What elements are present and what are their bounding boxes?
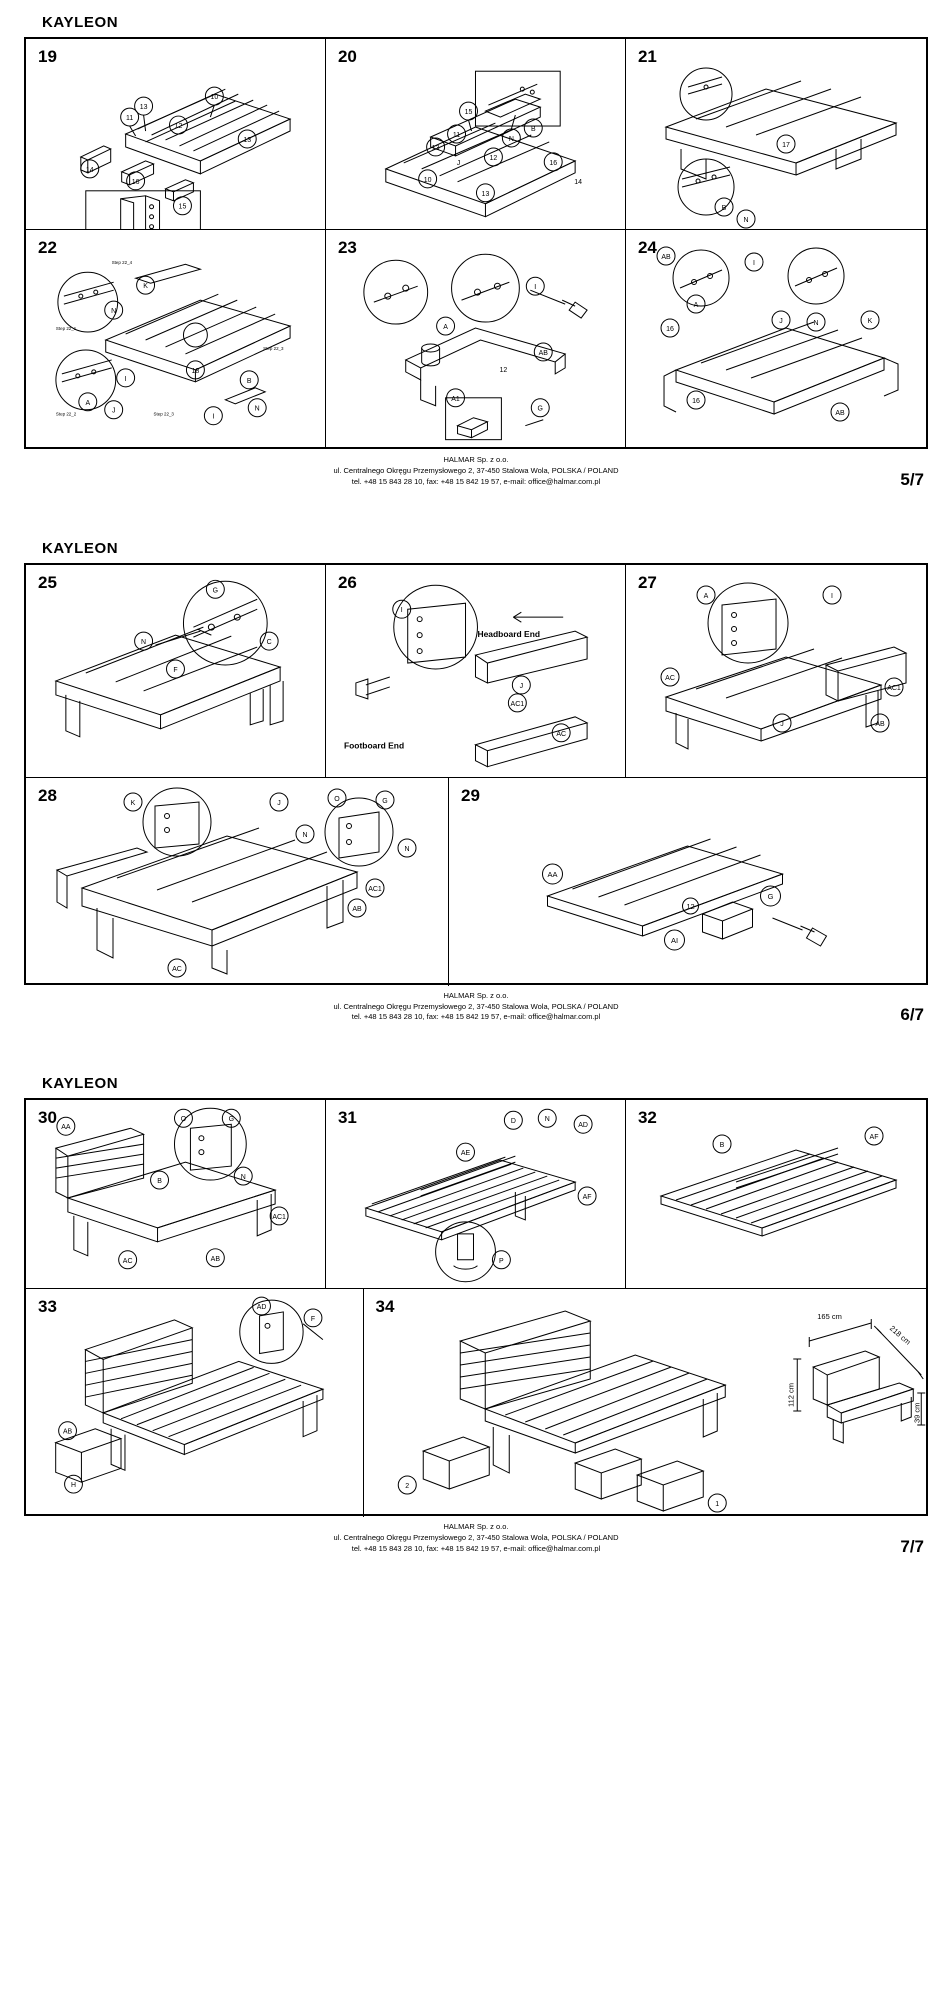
svg-text:N: N [111,308,117,316]
dim-height: 112 cm [785,1383,795,1408]
svg-text:15: 15 [178,203,187,211]
svg-text:12: 12 [174,123,183,131]
svg-text:N: N [813,320,819,327]
svg-text:AI: AI [670,935,679,945]
svg-text:13: 13 [243,136,252,144]
svg-text:AC: AC [172,965,182,973]
step-30-cell [26,1100,326,1288]
svg-text:J: J [519,682,524,690]
svg-text:AC1: AC1 [368,885,382,893]
step-19-diagram [26,39,325,229]
svg-text:J: J [780,720,784,728]
brand-title: KAYLEON [42,14,119,31]
step-21-number: 21 [637,47,657,66]
step-32-diagram [626,1100,926,1288]
page-6-frame [24,563,928,985]
step-29-diagram [449,778,926,986]
svg-text:D: D [510,1118,516,1126]
footer-company: HALMAR Sp. z o.o. [443,455,509,464]
step-20-number: 20 [337,47,357,66]
svg-text:K: K [143,283,148,291]
step-24-cell [626,230,926,448]
svg-text:12: 12 [686,901,695,911]
page-5-footer [24,449,928,492]
step-28-diagram [26,778,448,986]
step-34-cell [364,1289,927,1517]
step-30-diagram [26,1100,325,1288]
svg-text:AC: AC [665,674,675,682]
svg-text:AC1: AC1 [887,684,901,692]
step-20-cell [326,39,626,229]
svg-text:AB: AB [661,254,671,261]
svg-text:N: N [743,217,749,224]
svg-text:16: 16 [131,178,140,186]
svg-text:I: I [534,284,537,292]
svg-text:I: I [124,375,127,383]
step-20-diagram [326,39,625,229]
svg-text:AF: AF [869,1134,879,1142]
step-23-cell [326,230,626,448]
svg-text:A1: A1 [451,395,460,403]
step-19-number: 19 [38,47,57,66]
svg-text:Footboard End: Footboard End [343,740,405,751]
svg-text:1: 1 [714,1501,719,1509]
svg-text:Step 22_1: Step 22_1 [55,326,77,332]
svg-text:15: 15 [464,109,473,117]
svg-text:N: N [302,831,308,839]
footer-contact-2: tel. +48 15 843 28 10, fax: +48 15 842 19 57, e-mail: office@halmar.com.pl [351,1012,601,1022]
svg-text:F: F [310,1316,316,1324]
svg-text:G: G [212,586,219,594]
svg-text:AC1: AC1 [510,700,525,708]
svg-text:A: A [443,324,448,332]
svg-text:2: 2 [404,1483,409,1491]
svg-text:AB: AB [62,1428,73,1436]
svg-text:13: 13 [139,104,148,112]
svg-text:B: B [157,1178,162,1186]
svg-text:N: N [404,845,410,853]
step-27-cell [626,565,926,777]
svg-text:G: G [228,1116,235,1124]
page-5 [0,0,952,492]
svg-text:J: J [456,159,461,167]
svg-text:16: 16 [549,159,558,167]
step-31-number: 31 [337,1108,357,1128]
page-7-footer [24,1516,928,1559]
step-27-diagram [626,565,926,777]
svg-text:13: 13 [431,144,440,152]
step-31-cell [326,1100,626,1288]
step-26-number: 26 [337,572,357,592]
page-7-number: 7/7 [900,1536,924,1556]
step-23-number: 23 [337,238,357,257]
footer-company-3: HALMAR Sp. z o.o. [443,1522,509,1532]
svg-text:F: F [173,666,178,674]
dim-clearance: 39 cm [911,1402,921,1424]
svg-text:B: B [246,377,252,385]
footer-contact: tel. +48 15 843 28 10, fax: +48 15 842 19 57, e-mail: office@halmar.com.pl [351,476,601,486]
svg-text:AB: AB [210,1256,220,1264]
step-29-cell [449,778,926,986]
step-26-diagram [326,565,625,777]
step-33-number: 33 [38,1297,57,1317]
footer-company-2: HALMAR Sp. z o.o. [443,990,509,1000]
svg-text:14: 14 [85,166,94,174]
step-34-number: 34 [375,1297,395,1317]
step-25-number: 25 [38,572,57,592]
svg-text:Step 22_2: Step 22_2 [55,411,77,417]
svg-text:I: I [830,592,833,600]
svg-text:O: O [334,795,340,803]
dim-length: 218 cm [887,1323,912,1347]
page-6 [0,526,952,1028]
svg-text:G: G [537,405,543,413]
svg-text:16: 16 [666,326,674,333]
svg-text:B: B [719,1142,725,1150]
step-22-cell [26,230,326,448]
step-22-number: 22 [38,238,57,257]
step-32-number: 32 [637,1108,657,1128]
step-34-diagram [364,1289,927,1517]
svg-text:J: J [277,799,281,807]
svg-text:J: J [779,318,783,325]
brand-title-3: KAYLEON [42,1075,119,1093]
svg-text:B: B [721,205,727,212]
page-7-frame [24,1098,928,1516]
svg-text:I: I [212,413,215,421]
svg-text:AB: AB [538,349,548,357]
svg-text:AB: AB [875,720,885,728]
step-26-cell [326,565,626,777]
step-25-diagram [26,565,325,777]
step-22-diagram [26,230,325,448]
svg-text:B: B [530,126,536,134]
svg-text:11: 11 [126,115,134,123]
svg-text:C: C [266,638,272,646]
step-27-number: 27 [637,572,657,592]
svg-text:I: I [752,260,755,267]
svg-text:H: H [71,1482,77,1490]
step-19-cell [26,39,326,229]
svg-text:AE: AE [460,1150,471,1158]
step-30-number: 30 [38,1108,57,1128]
svg-text:AD: AD [256,1304,267,1312]
svg-text:10: 10 [423,176,432,184]
svg-text:12: 12 [489,154,498,162]
step-25-cell [26,565,326,777]
svg-text:12: 12 [499,366,508,374]
svg-text:N: N [544,1116,550,1124]
svg-text:AB: AB [352,905,362,913]
page-6-footer [24,985,928,1028]
step-31-diagram [326,1100,625,1288]
svg-text:Step 22_3: Step 22_3 [153,411,174,417]
svg-text:G: G [767,891,774,901]
step-24-diagram [626,230,926,448]
step-23-diagram [326,230,625,448]
svg-text:AC1: AC1 [272,1214,286,1222]
svg-text:N: N [141,638,147,646]
svg-text:13: 13 [481,190,490,198]
svg-text:P: P [499,1258,504,1266]
svg-text:Step 22_3: Step 22_3 [263,345,284,351]
page-5-frame [24,37,928,449]
page-5-number: 5/7 [900,469,924,489]
svg-text:17: 17 [782,142,790,149]
svg-text:AB: AB [835,410,845,417]
svg-text:G: G [382,797,388,805]
svg-text:AC: AC [556,730,567,738]
footer-address: ul. Centralnego Okręgu Przemysłowego 2, 37-450 Stalowa Wola, POLSKA / POLAND [333,465,619,475]
svg-text:18: 18 [191,367,200,375]
svg-text:AA: AA [547,869,558,879]
svg-text:14: 14 [574,178,582,186]
step-21-cell [626,39,926,229]
step-28-number: 28 [38,785,57,805]
footer-contact-3: tel. +48 15 843 28 10, fax: +48 15 842 19 57, e-mail: office@halmar.com.pl [351,1544,601,1553]
svg-text:I: I [400,606,403,614]
svg-text:O: O [180,1116,187,1124]
svg-text:N: N [254,405,260,413]
step-32-cell [626,1100,926,1288]
page-6-number: 6/7 [900,1005,924,1025]
svg-text:Step 22_4: Step 22_4 [111,260,133,266]
page-7 [0,1061,952,1559]
step-29-number: 29 [461,785,480,805]
svg-text:16: 16 [692,398,700,405]
step-28-cell [26,778,449,986]
svg-text:K: K [130,799,136,807]
svg-text:10: 10 [210,94,219,102]
svg-text:J: J [111,407,116,415]
footer-address-2: ul. Centralnego Okręgu Przemysłowego 2, 37-450 Stalowa Wola, POLSKA / POLAND [333,1001,619,1011]
svg-text:N: N [508,135,514,143]
svg-text:A: A [85,399,91,407]
step-21-diagram [626,39,926,229]
svg-text:11: 11 [452,131,461,139]
step-33-cell [26,1289,364,1517]
svg-text:AC: AC [122,1258,133,1266]
step-24-number: 24 [637,238,657,257]
svg-text:K: K [867,318,873,325]
svg-text:AF: AF [582,1194,592,1202]
step-33-diagram [26,1289,363,1517]
svg-text:A: A [703,592,709,600]
svg-text:AA: AA [61,1124,71,1132]
svg-text:AD: AD [578,1122,588,1130]
dim-width: 165 cm [816,1312,842,1322]
svg-text:Headboard End: Headboard End [477,628,541,639]
footer-address-3: ul. Centralnego Okręgu Przemysłowego 2, 37-450 Stalowa Wola, POLSKA / POLAND [333,1533,619,1543]
svg-text:N: N [240,1174,246,1182]
brand-title-2: KAYLEON [42,539,119,557]
svg-text:A: A [693,302,699,309]
